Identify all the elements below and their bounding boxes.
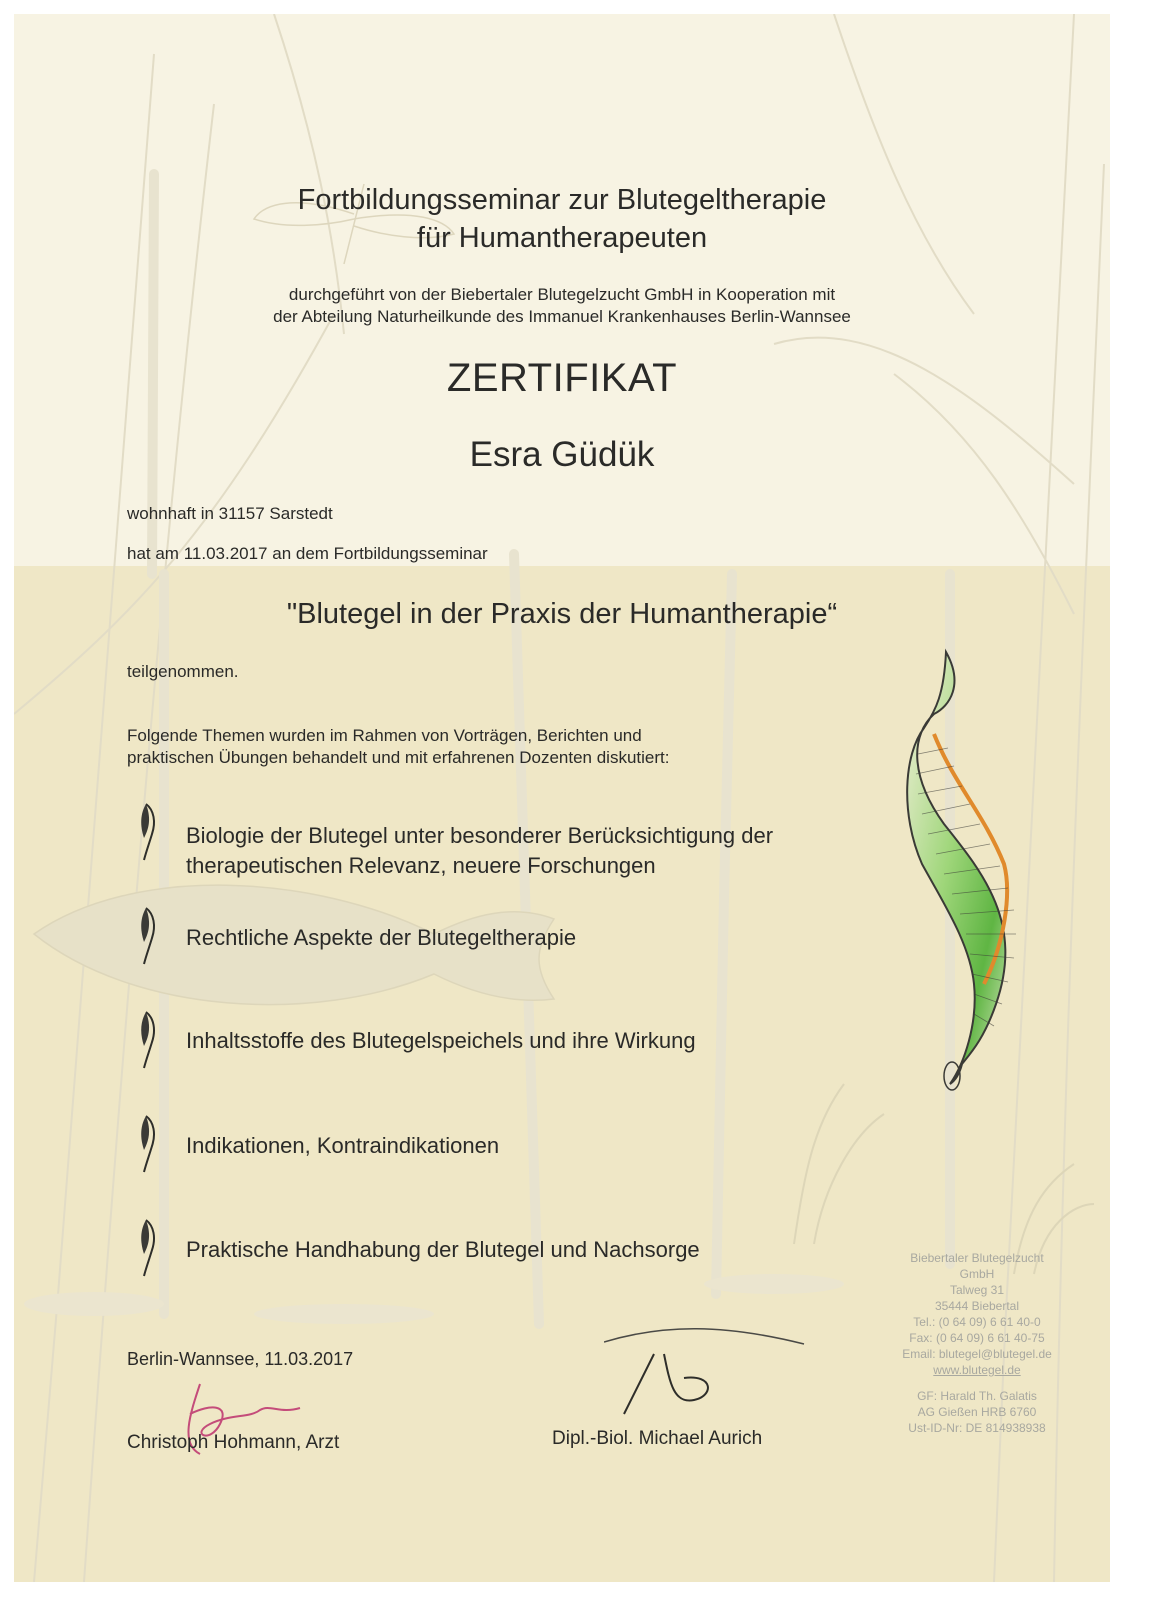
leech-bullet-icon xyxy=(134,904,160,966)
company-email: Email: blutegel@blutegel.de xyxy=(902,1347,1052,1361)
recipient-residence: wohnhaft in 31157 Sarstedt xyxy=(127,504,333,523)
company-fax: Fax: (0 64 09) 6 61 40-75 xyxy=(909,1331,1045,1345)
topic-item: Indikationen, Kontraindikationen xyxy=(186,1133,500,1158)
leech-illustration xyxy=(904,644,1064,1094)
company-vat-id: Ust-ID-Nr: DE 814938938 xyxy=(908,1421,1046,1435)
organizer-line2: der Abteilung Naturheilkunde des Immanuel Krankenhauses Berlin-Wannsee xyxy=(273,307,851,326)
handwritten-signature xyxy=(604,1314,814,1424)
topics-intro-line2: praktischen Übungen behandelt und mit erfahrenen Dozenten diskutiert: xyxy=(127,748,670,767)
seminar-title: "Blutegel in der Praxis der Humantherapie“ xyxy=(286,598,838,630)
company-phone: Tel.: (0 64 09) 6 61 40-0 xyxy=(913,1315,1041,1329)
company-address-block xyxy=(872,1250,1082,1436)
leech-bullet-icon xyxy=(134,1008,160,1070)
participation-statement: teilgenommen. xyxy=(127,662,239,681)
place-and-date: Berlin-Wannsee, 11.03.2017 xyxy=(127,1349,354,1369)
attendance-statement: hat am 11.03.2017 an dem Fortbildungsseminar xyxy=(127,544,488,563)
company-name: Biebertaler Blutegelzucht xyxy=(910,1251,1044,1265)
leech-bullet-icon xyxy=(134,1216,160,1278)
topic-item: Biologie der Blutegel unter besonderer Berücksichtigung der xyxy=(186,823,774,848)
company-street: Talweg 31 xyxy=(949,1283,1005,1297)
signatory-physician: Christoph Hohmann, Arzt xyxy=(127,1432,340,1453)
company-legal-form: GmbH xyxy=(959,1267,995,1281)
seminar-title-line2: für Humantherapeuten xyxy=(416,222,708,254)
spacer xyxy=(872,1378,1082,1388)
organizer-line1: durchgeführt von der Biebertaler Blutegelzucht GmbH in Kooperation mit xyxy=(288,285,836,304)
certificate-page xyxy=(14,14,1110,1582)
seminar-title-line1: Fortbildungsseminar zur Blutegeltherapie xyxy=(297,184,827,216)
certificate-heading: ZERTIFIKAT xyxy=(446,356,678,400)
company-managing-director: GF: Harald Th. Galatis xyxy=(917,1389,1037,1403)
topic-item: Praktische Handhabung der Blutegel und Nachsorge xyxy=(186,1237,700,1262)
topic-item: Inhaltsstoffe des Blutegelspeichels und ihre Wirkung xyxy=(186,1028,696,1053)
signatory-biologist: Dipl.-Biol. Michael Aurich xyxy=(552,1428,763,1449)
topics-intro-line1: Folgende Themen wurden im Rahmen von Vorträgen, Berichten und xyxy=(127,726,642,745)
leech-bullet-icon xyxy=(134,800,160,862)
leech-bullet-icon xyxy=(134,1112,160,1174)
company-website-link[interactable]: www.blutegel.de xyxy=(933,1363,1021,1377)
company-city: 35444 Biebertal xyxy=(934,1299,1020,1313)
recipient-name: Esra Güdük xyxy=(469,435,655,474)
topic-item-continued: therapeutischen Relevanz, neuere Forschungen xyxy=(186,853,656,878)
company-register: AG Gießen HRB 6760 xyxy=(917,1405,1037,1419)
topic-item: Rechtliche Aspekte der Blutegeltherapie xyxy=(186,925,577,950)
